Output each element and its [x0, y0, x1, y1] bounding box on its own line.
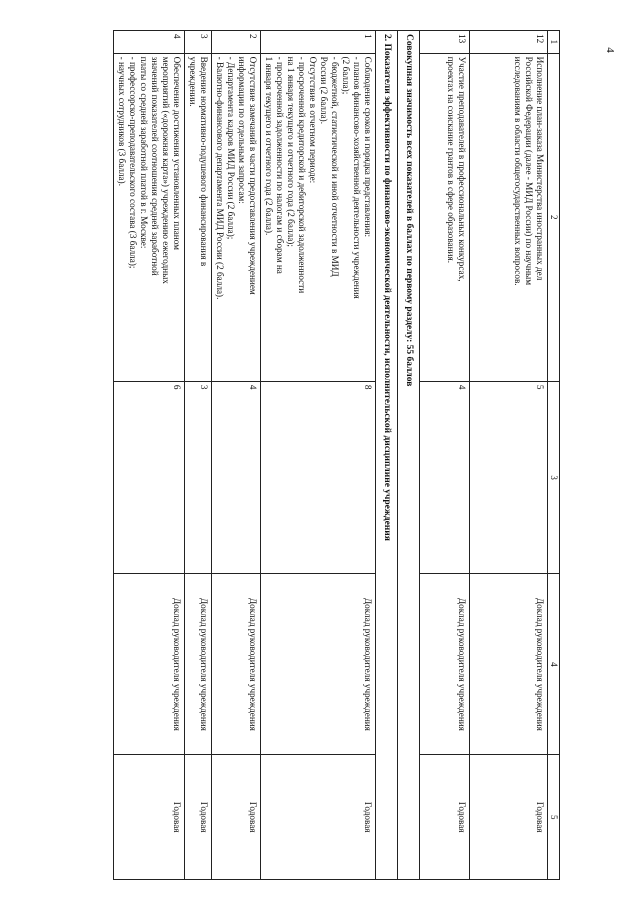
desc-line: Исполнение план-заказа Министерства иностранных дел [535, 56, 545, 281]
header-row [548, 31, 560, 880]
table-row [185, 31, 212, 880]
row-description [185, 53, 212, 381]
row-score: 3 [185, 381, 212, 573]
header-cell: 5 [548, 755, 560, 880]
row-description [212, 53, 261, 381]
section-heading-row [376, 31, 398, 880]
desc-line: - просроченной кредиторской и дебиторской задолженности [297, 56, 307, 294]
desc-line: Обеспечение достижения установленных планом [172, 56, 182, 250]
header-cell: 3 [548, 381, 560, 573]
rotated-table-container [80, 30, 560, 880]
row-source: Доклад руководителя учреждения [420, 574, 470, 755]
row-number: 13 [420, 31, 470, 54]
desc-line: Отсутствие замечаний в части предоставления учреждением [248, 56, 258, 295]
row-period: Годовая [185, 755, 212, 880]
desc-line: Участие преподавателей в профессиональных конкурсах, [457, 56, 467, 282]
row-period: Годовая [212, 755, 261, 880]
desc-line: - бюджетной, статистической и иной отчетности в МИД [330, 56, 340, 277]
row-description [261, 53, 376, 381]
row-number: 3 [185, 31, 212, 54]
desc-line: - профессорско-преподавательского состава (3 балла); [128, 56, 138, 269]
row-number: 12 [470, 31, 548, 54]
section-total-row [398, 31, 420, 880]
header-cell: 4 [548, 574, 560, 755]
row-period: Годовая [470, 755, 548, 880]
row-source: Доклад руководителя учреждения [114, 574, 185, 755]
desc-line: информации по отдельным запросам: [237, 56, 247, 204]
desc-line: России (2 балла). [319, 56, 329, 125]
desc-line: проектах на соискание грантов в сфере образования. [446, 56, 456, 263]
desc-line: на 1 января текущего и отчетного года (2 балла); [286, 56, 296, 247]
section-2-title: 2. Показатели эффективности по финансово-экономической деятельности, исполнительской дисциплине учреждения [376, 31, 398, 880]
row-score: 4 [212, 381, 261, 573]
row-score: 6 [114, 381, 185, 573]
row-score: 5 [470, 381, 548, 573]
row-score: 8 [261, 381, 376, 573]
row-source: Доклад руководителя учреждения [261, 574, 376, 755]
table-row [470, 31, 548, 880]
desc-line: - просроченной задолженности по налогам и сборам на [275, 56, 285, 274]
row-description [420, 53, 470, 381]
row-description [470, 53, 548, 381]
section-1-total: Совокупная значимость всех показателей в баллах по первому разделу: 55 баллов [398, 31, 420, 880]
row-source: Доклад руководителя учреждения [470, 574, 548, 755]
row-period: Годовая [114, 755, 185, 880]
desc-line: - научных сотрудников (3 балла). [117, 56, 127, 186]
desc-line: (2 балла); [341, 56, 351, 95]
desc-line: - планов финансово-хозяйственной деятельности учреждения [352, 56, 362, 299]
row-period: Годовая [420, 755, 470, 880]
desc-line: 1 января текущего и отчетного года (2 балла). [264, 56, 274, 236]
desc-line: платы со средней заработной платой в г. Москве: [139, 56, 149, 249]
desc-line: Введение нормативно-подушевого финансирования в [199, 56, 209, 267]
page-number: 4 [603, 47, 616, 53]
desc-line: Российской Федерации (далее - МИД России) по научным [524, 56, 534, 286]
indicators-table [113, 30, 560, 880]
row-number: 1 [261, 31, 376, 54]
desc-line: Соблюдение сроков и порядка представления: [363, 56, 373, 238]
row-number: 4 [114, 31, 185, 54]
row-source: Доклад руководителя учреждения [212, 574, 261, 755]
table-row [114, 31, 185, 880]
desc-line: учреждении. [188, 56, 198, 107]
row-description [114, 53, 185, 381]
desc-line: Отсутствие в отчетном периоде: [308, 56, 318, 184]
row-number: 2 [212, 31, 261, 54]
desc-line: исследованиям в области общегосударственных вопросов. [513, 56, 523, 286]
table-row [212, 31, 261, 880]
row-period: Годовая [261, 755, 376, 880]
header-cell: 2 [548, 53, 560, 381]
row-score: 4 [420, 381, 470, 573]
desc-line: значений показателей соотношения средней заработной [150, 56, 160, 276]
header-cell: 1 [548, 31, 560, 54]
desc-line: мероприятий («дорожная карта») учреждению ежегодных [161, 56, 171, 284]
table-row [261, 31, 376, 880]
row-source: Доклад руководителя учреждения [185, 574, 212, 755]
table-row [420, 31, 470, 880]
desc-line: - Валютно-финансового департамента МИД России (2 балла). [215, 56, 225, 300]
desc-line: - Департамента кадров МИД России (2 балла); [226, 56, 236, 240]
